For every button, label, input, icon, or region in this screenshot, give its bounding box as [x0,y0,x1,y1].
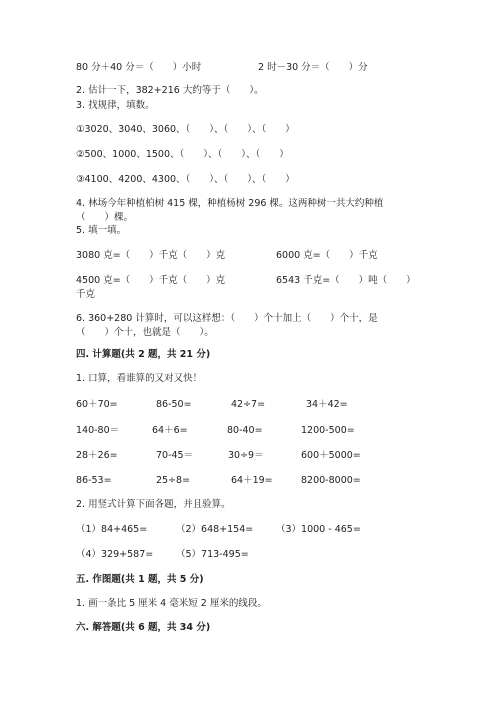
section4-title: 四. 计算题(共 2 题，共 21 分) [76,349,211,360]
q5-r1b: 6000 克=（ ）千克 [276,250,378,261]
oral-r1c3: 42÷7= [231,399,266,410]
section5-q1: 1. 画一条比 5 厘米 4 毫米短 2 厘米的线段。 [76,598,267,609]
oral-r1c4: 34＋42= [306,399,348,410]
oral-r4c2: 25÷8= [156,475,191,486]
q6-line1: 6. 360+280 计算时，可以这样想：（ ）个十加上（ ）个十，是 [76,313,378,324]
vertical-1: （1）84+465= [76,524,148,535]
oral-r4c3: 64＋19= [231,475,273,486]
q3-row-1: ①3020、3040、3060、（ ）、（ ）、（ ） [76,124,295,135]
vertical-4: （4）329+587= [76,549,154,560]
q3-row-2: ②500、1000、1500、（ ）、（ ）、（ ） [76,149,289,160]
oral-r4c1: 86-53= [76,475,112,486]
oral-r1c2: 86-50= [156,399,192,410]
vertical-5: （5）713-495= [176,549,249,560]
oral-r2c4: 1200-500= [301,425,355,436]
q5-r2b: 6543 千克=（ ）吨（ ） [276,275,416,286]
q6-line2: （ ）个十，也就是（ ）。 [76,327,214,338]
q5-title: 5. 填一填。 [76,225,127,236]
section5-title: 五. 作图题(共 1 题，共 5 分) [76,574,204,585]
q4-line2: （ ）棵。 [76,212,134,223]
q5-r2c: 千克 [76,289,96,300]
q1-left: 80 分＋40 分＝（ ）小时 [76,62,202,73]
q3-title: 3. 找规律，填数。 [76,100,155,111]
section4-q2-title: 2. 用竖式计算下面各题，并且验算。 [76,499,231,510]
q1-right: 2 时－30 分＝（ ）分 [258,62,368,73]
section4-q1-title: 1. 口算，看谁算的又对又快！ [76,373,203,384]
section6-title: 六. 解答题(共 6 题，共 34 分) [76,622,211,633]
oral-r3c3: 30÷9＝ [228,450,264,461]
q5-r2a: 4500 克=（ ）千克（ ）克 [76,275,226,286]
oral-r3c1: 28＋26= [76,450,118,461]
oral-r2c3: 80-40= [227,425,263,436]
q2-text: 2. 估计一下，382+216 大约等于（ ）。 [76,85,264,96]
q4-line1: 4. 林场今年种植柏树 415 棵，种植杨树 296 棵。这两种树一共大约种植 [76,198,384,209]
oral-r4c4: 8200-8000= [301,475,361,486]
vertical-3: （3）1000 - 465= [276,524,361,535]
oral-r3c2: 70-45＝ [156,450,194,461]
oral-r3c4: 600＋5000= [301,450,361,461]
vertical-2: （2）648+154= [176,524,254,535]
oral-r1c1: 60＋70= [76,399,118,410]
q5-r1a: 3080 克=（ ）千克（ ）克 [76,250,226,261]
oral-r2c1: 140-80＝ [76,425,120,436]
q3-row-3: ③4100、4200、4300、（ ）、（ ）、（ ） [76,174,295,185]
oral-r2c2: 64＋6= [152,425,188,436]
